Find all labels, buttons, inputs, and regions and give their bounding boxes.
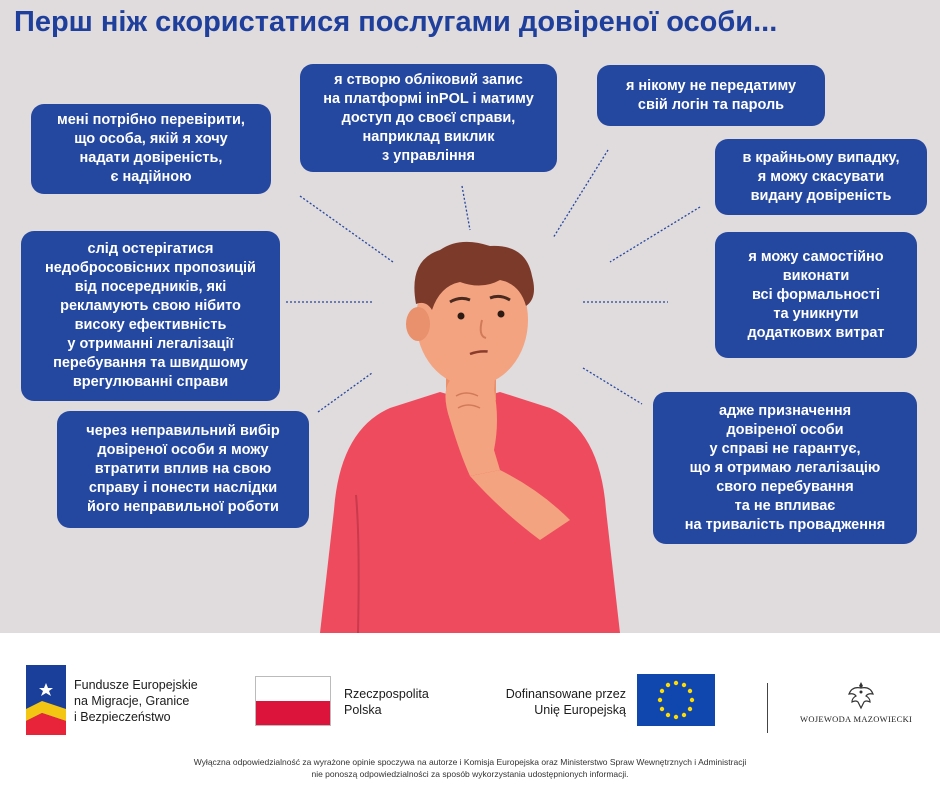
bubble-revoke [715, 139, 927, 215]
bubble-create-account [300, 64, 557, 172]
bubble-beware [21, 231, 280, 401]
thinking-person-illustration [300, 240, 640, 633]
page-title: Перш ніж скористатися послугами довіреної особи... [14, 6, 778, 38]
bubble-wrong-choice [57, 411, 309, 528]
bubble-no-password [597, 65, 825, 126]
poland-flag-icon [255, 676, 331, 726]
bubble-self-formalities-text: я можу самостійно виконати всі формальності та уникнути додаткових витрат [747, 248, 885, 341]
bubble-wrong-choice-text: через неправильний вибір довіреної особи я можу втратити вплив на свою справу і понести наслідки його неправильної роботи [86, 423, 280, 515]
disclaimer: Wyłączna odpowiedzialność za wyrażone opinie spoczywa na autorze i Komisja Europejska oraz Ministerstwo Spraw Wewnętrznych i Administracji nie ponoszą odpowiedzialności za sposób wykorzystania udostępnionych informacji. [193, 757, 747, 779]
eu-cofinance-text: Dofinansowane przez Unię Europejską [505, 687, 626, 717]
bubble-create-account-text: я створю обліковий запис на платформі inPOL і матиму доступ до своєї справи, наприклад виклик з управління [323, 71, 534, 164]
wojewoda-text: WOJEWODA MAZOWIECKI [800, 714, 913, 724]
rp-logo-text: Rzeczpospolita Polska [344, 687, 429, 717]
bubble-no-password-text: я нікому не передатиму свій логін та пароль [625, 77, 797, 113]
eu-funds-logo-icon [26, 665, 66, 735]
eu-flag-icon [637, 674, 715, 726]
footer-divider [767, 683, 768, 733]
bubble-no-guarantee-text: адже призначення довіреної особи у справі не гарантує, що я отримаю легалізацію свого перебування та не впливає на тривалість провадження [684, 402, 886, 533]
bubble-no-guarantee [653, 392, 917, 544]
bubble-beware-text: слід остерігатися недобросовісних пропозицій від посередників, які рекламують свою нібито високу ефективність у отриманні легалізації перебування та швидшому врегулюванні справи [45, 241, 256, 390]
eu-funds-logo-text: Fundusze Europejskie na Migracje, Granice i Bezpieczeństwo [74, 678, 198, 724]
bubble-revoke-text: в крайньому випадку, я можу скасувати видану довіреність [742, 149, 900, 204]
bubble-check-person [31, 104, 271, 194]
eagle-emblem-icon [848, 680, 874, 710]
bubble-self-formalities [715, 232, 917, 358]
bubble-check-person-text: мені потрібно перевірити, що особа, якій я хочу надати довіреність, є надійною [57, 112, 245, 185]
